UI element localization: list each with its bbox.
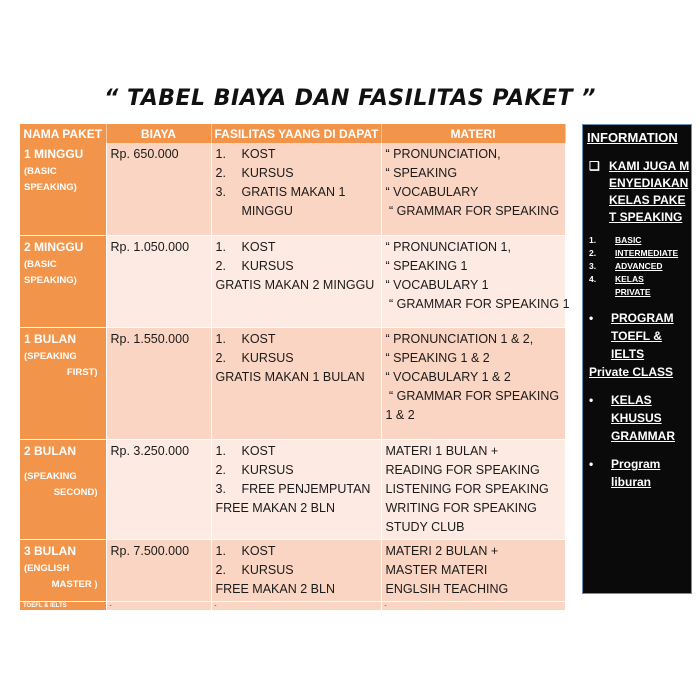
info-block (583, 158, 691, 226)
package-name-cell (20, 439, 106, 539)
package-sub: (SPEAKING (24, 470, 77, 482)
list-item: 2. INTERMEDIATE (589, 248, 679, 258)
price-cell: Rp. 7.500.000 (106, 539, 211, 601)
checkbox-icon: ❑ (589, 159, 600, 173)
package-name: 1 BULAN (24, 331, 77, 346)
price-cell: Rp. 650.000 (106, 143, 211, 235)
materials-cell: “ PRONUNCIATION 1, “ SPEAKING 1 “ VOCABULARY 1 “ GRAMMAR FOR SPEAKING 1 (381, 235, 565, 327)
package-sub: (ENGLISH (24, 562, 70, 574)
list-item: 3. FREE PENJEMPUTAN (215, 481, 371, 496)
materials-cell: - (381, 601, 565, 610)
price-cell: Rp. 1.050.000 (106, 235, 211, 327)
list-item: 1. KOST (215, 147, 276, 161)
price-cell: Rp. 1.550.000 (106, 327, 211, 439)
facility-extra: FREE MAKAN 2 BLN (215, 500, 335, 515)
package-name: 1 MINGGU (24, 147, 84, 161)
list-item: 3. GRATIS MAKAN 1 MINGGU (215, 185, 346, 218)
table-row (20, 327, 565, 439)
materials-cell: “ PRONUNCIATION 1 & 2, “ SPEAKING 1 & 2 “ VOCABULARY 1 & 2 “ GRAMMAR FOR SPEAKING 1 & 2 (381, 327, 565, 439)
package-name-cell (20, 327, 106, 439)
materials-cell: “ PRONUNCIATION, “ SPEAKING “ VOCABULARY “ GRAMMAR FOR SPEAKING (381, 143, 565, 235)
table-row (20, 539, 565, 601)
facilities-cell (211, 439, 381, 539)
package-sub: (BASIC (24, 258, 57, 270)
price-table (20, 124, 570, 611)
info-sublist (583, 234, 691, 299)
info-block-text: KAMI JUGA MENYEDIAKAN KELAS PAKET SPEAKING (609, 159, 690, 224)
package-name: 2 MINGGU (24, 239, 84, 254)
price-cell: - (106, 601, 211, 610)
list-item: 3. ADVANCED (589, 261, 663, 271)
table-row (20, 601, 565, 610)
info-bullet-tail: Private CLASS (589, 365, 674, 379)
list-item: 1. KOST (215, 239, 276, 254)
package-sub: SECOND) (53, 486, 98, 498)
list-item: 2. KURSUS (215, 562, 294, 577)
list-item: 4. KELAS PRIVATE (589, 274, 651, 297)
list-item: 2. KURSUS (215, 350, 294, 365)
list-item: 1. KOST (215, 443, 276, 458)
header-materi: MATERI (381, 124, 565, 143)
package-sub: (SPEAKING (24, 350, 77, 362)
package-name: 3 BULAN (24, 543, 77, 558)
list-item: 2. KURSUS (215, 258, 294, 273)
info-bullet-text: PROGRAM TOEFL & IELTS (611, 311, 674, 361)
package-sub: FIRST) (66, 366, 98, 378)
facility-extra: FREE MAKAN 2 BLN (215, 581, 335, 596)
package-sub: MASTER ) (51, 578, 98, 590)
list-item: 1. KOST (215, 331, 276, 346)
facility-extra: GRATIS MAKAN 2 MINGGU (215, 277, 375, 292)
facility-extra: GRATIS MAKAN 1 BULAN (215, 369, 365, 384)
facilities-cell (211, 327, 381, 439)
package-sub: SPEAKING) (24, 182, 77, 193)
facilities-cell (211, 143, 381, 235)
facilities-cell: - (211, 601, 381, 610)
information-panel (582, 124, 692, 594)
info-bullet (583, 391, 691, 445)
package-name-cell (20, 235, 106, 327)
bullet-icon: • (589, 457, 594, 471)
header-fasilitas: FASILITAS YAANG DI DAPAT (211, 124, 381, 143)
materials-cell: MATERI 1 BULAN + READING FOR SPEAKING LISTENING FOR SPEAKING WRITING FOR SPEAKING STUDY CLUB (381, 439, 565, 539)
info-bullet-text: Program liburan (611, 457, 661, 489)
header-nama-paket: NAMA PAKET (20, 124, 106, 143)
page-title: “ TABEL BIAYA DAN FASILITAS PAKET ” (104, 86, 596, 111)
table-row (20, 235, 565, 327)
price-cell: Rp. 3.250.000 (106, 439, 211, 539)
info-bullet (583, 455, 691, 491)
bullet-icon: • (589, 393, 594, 407)
table-header-row (20, 124, 565, 143)
bullet-icon: • (589, 311, 594, 325)
list-item: 1. BASIC (589, 235, 642, 245)
package-name-cell (20, 539, 106, 601)
list-item: 2. KURSUS (215, 166, 294, 180)
package-sub: SPEAKING) (24, 274, 77, 286)
list-item: 2. KURSUS (215, 462, 294, 477)
facilities-cell (211, 539, 381, 601)
table-row (20, 143, 565, 235)
info-bullet (583, 309, 691, 363)
package-name: 2 BULAN (24, 443, 77, 458)
materials-cell: MATERI 2 BULAN + MASTER MATERI ENGLSIH TEACHING (381, 539, 565, 601)
package-sub: (BASIC (24, 166, 57, 177)
table-row (20, 439, 565, 539)
facilities-cell (211, 235, 381, 327)
info-bullet-text: KELAS KHUSUS GRAMMAR (611, 393, 675, 443)
information-heading: INFORMATION (587, 130, 678, 145)
header-biaya: BIAYA (106, 124, 211, 143)
package-name-cell (20, 143, 106, 235)
package-name-cell: TOEFL & IELTS (20, 601, 106, 610)
list-item: 1. KOST (215, 543, 276, 558)
